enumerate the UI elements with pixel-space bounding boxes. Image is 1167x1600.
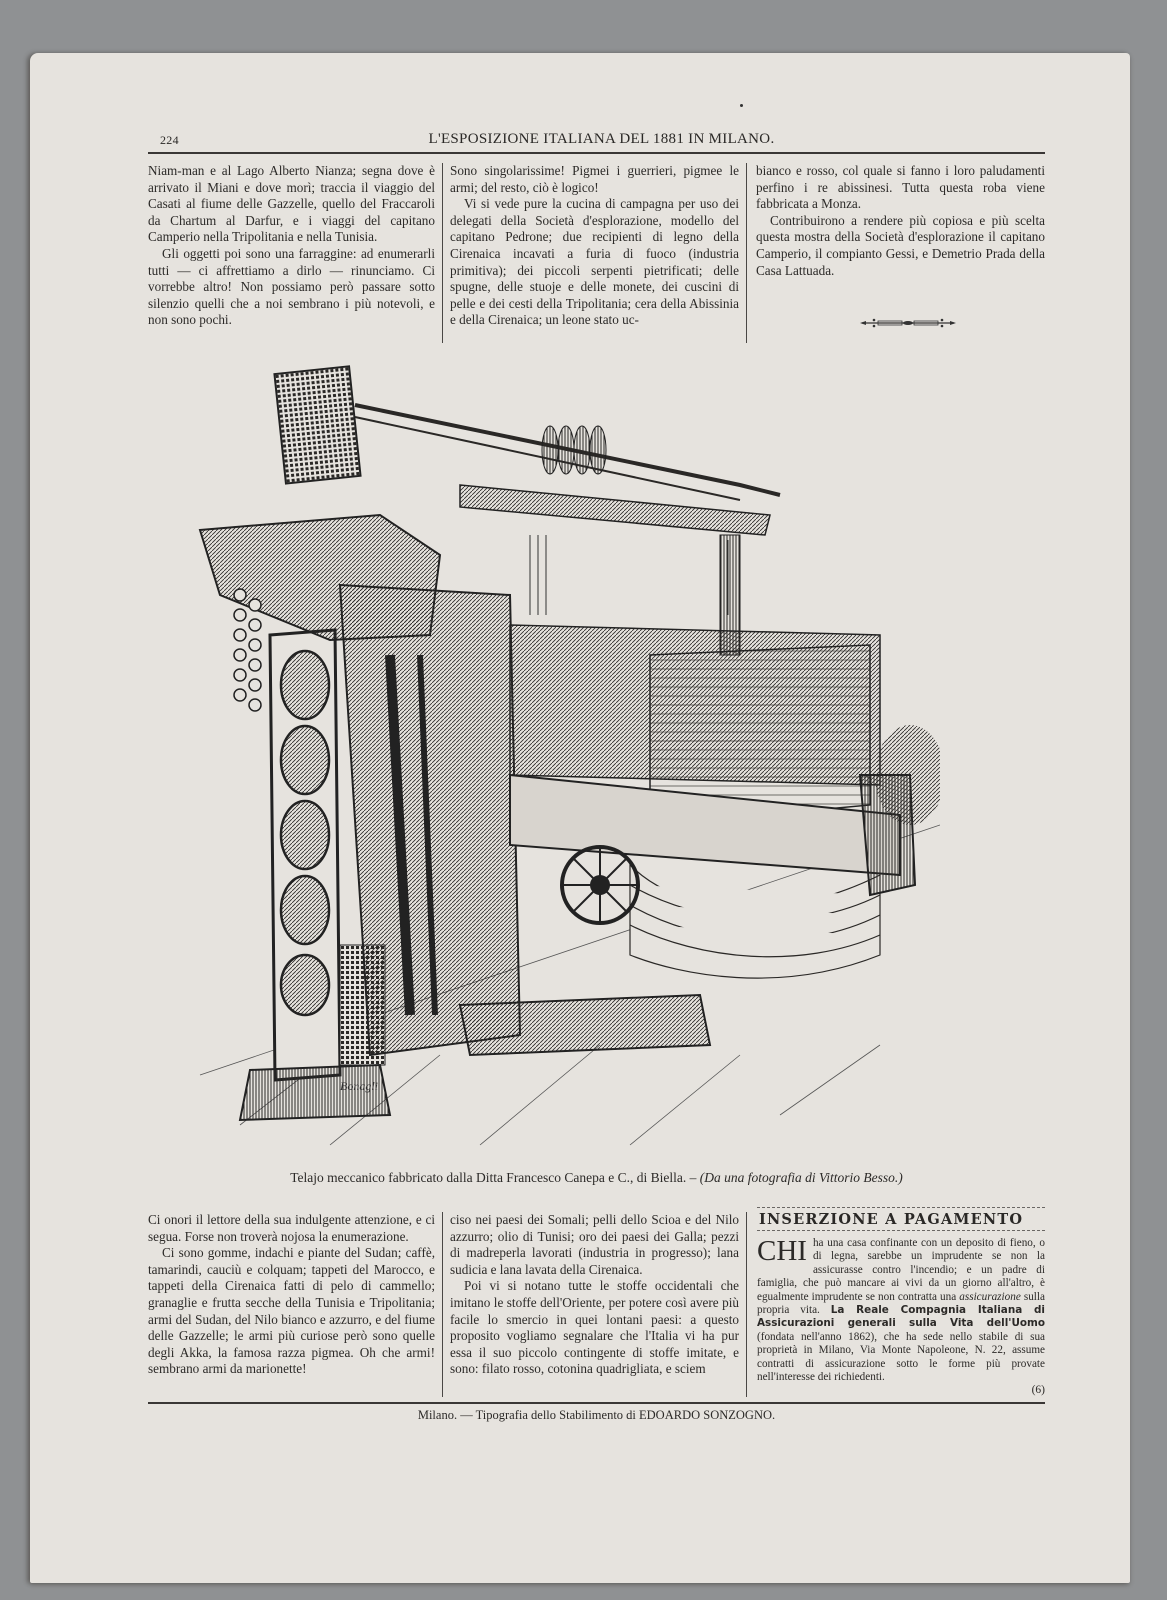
paragraph: Poi vi si notano tutte le stoffe occidentali che imitano le stoffe dell'Oriente, per potere così avere più facile lo smercio in quei lontani paesi: a questo proposito vogliamo segnalare che l'Italia vi ha pur essa il suo piccolo contingente di stoffe imitate, e sono: filato rosso, cotonina quadrigliata, e sciem — [450, 1278, 739, 1377]
column-divider — [442, 163, 443, 343]
paragraph: Vi si vede pure la cucina di campagna per uso dei delegati della Società d'esplorazione, modello del capitano Pedrone; due recipienti di legno della Cirenaica incavati a furia di fuoco (industria primitiva); dei piccoli serpenti pietrificati; delle spugne, delle stuoje e delle monete, dei cuscini di pelle e dei cesti della Tripolitania; cera della Abissinia e della Cirenaica; un leone stato uc- — [450, 196, 739, 328]
footer-rule — [148, 1402, 1045, 1404]
running-head — [158, 129, 1045, 151]
paragraph: Gli oggetti poi sono una farraggine: ad enumerarli tutti — ci affrettiamo a dirlo — rinunciamo. Ci vorrebbe altro! Non possiamo però passare sotto silenzio quelli che a noi sembrano i più notevoli, e non sono pochi. — [148, 245, 435, 328]
page-number: 224 — [160, 133, 179, 147]
paragraph: Ci sono gomme, indachi e piante del Sudan; caffè, tamarindi, cauciù e colquam; tappeti del Marocco, e tappeti della Cirenaica fatti di pelo di cammello; granaglie e frutta secche della Tunisia e Tripolitania; armi del Sudan, del Nilo bianco e azzurro, e del fiume delle Gazzelle; le armi più curiose però sono quelle degli Akka, la famosa razza pigmea. Oh che armi! sembrano armi da marionette! — [148, 1245, 435, 1377]
ornament-icon — [860, 318, 956, 328]
ad-text: ha una casa confinante con un deposito di fieno, o di legna, sarebbe un imprudente se non la assicurasse contro l'incendio; e un padre di famiglia, che può mancare ai vivi da un giorno all'altro, è egualmente imprudente se non contratta una — [757, 1237, 1045, 1303]
ink-speck — [740, 104, 743, 107]
top-column-1 — [148, 163, 435, 329]
advertisement — [757, 1207, 1045, 1398]
ad-body — [757, 1237, 1045, 1398]
bottom-column-2 — [450, 1212, 739, 1378]
ad-number: (6) — [1031, 1384, 1045, 1397]
ad-dropcap: CHI — [757, 1235, 807, 1267]
paragraph: Ci onori il lettore della sua indulgente attenzione, e ci segua. Forse non troverà nojosa la enumerazione. — [148, 1212, 435, 1244]
bottom-column-1 — [148, 1212, 435, 1378]
figure-caption — [148, 1170, 1045, 1186]
paragraph: ciso nei paesi dei Somali; pelli dello Scioa e del Nilo azzurro; olio di Tunisi; oro dei paesi dei Galla; pezzi di madreperla lavorati (industria in progresso); lana sudicia e lana lavata della Cirenaica. — [450, 1212, 739, 1277]
paragraph: Sono singolarissime! Pigmei i guerrieri, pigmee le armi; del resto, ciò è logico! — [450, 163, 739, 195]
column-divider — [746, 163, 747, 343]
printer-imprint: Milano. — Tipografia dello Stabilimento di EDOARDO SONZOGNO. — [417, 1408, 776, 1422]
running-title: L'ESPOSIZIONE ITALIANA DEL 1881 IN MILANO. — [428, 131, 775, 147]
ad-heading: INSERZIONE A PAGAMENTO — [757, 1207, 1045, 1231]
column-divider — [746, 1212, 747, 1397]
caption-text: Telajo meccanico fabbricato dalla Ditta Francesco Canepa e C., di Biella. – — [290, 1170, 697, 1185]
loom-illustration — [180, 355, 940, 1155]
engraver-signature: Bonagli — [340, 1079, 378, 1093]
ad-company-name: La Reale Compagnia Italiana di Assicurazioni generali sulla Vita dell'Uomo — [757, 1304, 1045, 1330]
ad-text-italic: assicurazione — [959, 1290, 1021, 1303]
ad-text: (fondata nell'anno 1862), che ha sede nello stabile di sua proprietà in Milano, Via Monte Napoleone, N. 22, assume contratti di assicurazione sotto le forme più provate nell'interesse dei richiedenti. — [757, 1330, 1045, 1384]
header-rule — [148, 152, 1045, 154]
top-column-2 — [450, 163, 739, 329]
paragraph: Niam-man e al Lago Alberto Nianza; segna dove è arrivato il Miani e dove morì; traccia il viaggio del Casati al fiume delle Gazzelle, quello del Fraccaroli da Chartum al Darfur, e i viaggi del capitano Camperio nella Tripolitania e nella Tunisia. — [148, 163, 435, 245]
paragraph: bianco e rosso, col quale si fanno i loro paludamenti perfino i re abissinesi. Tutta questa roba viene fabbricata a Monza. — [756, 163, 1045, 212]
column-divider — [442, 1212, 443, 1397]
top-column-3 — [756, 163, 1045, 279]
caption-credit: (Da una fotografia di Vittorio Besso.) — [699, 1170, 903, 1185]
ad-text: sulla propria vita. — [757, 1290, 1045, 1317]
paragraph: Contribuirono a rendere più copiosa e più scelta questa mostra della Società d'esplorazione il capitano Camperio, il compianto Gessi, e Demetrio Prada della Casa Lattuada. — [756, 212, 1045, 278]
